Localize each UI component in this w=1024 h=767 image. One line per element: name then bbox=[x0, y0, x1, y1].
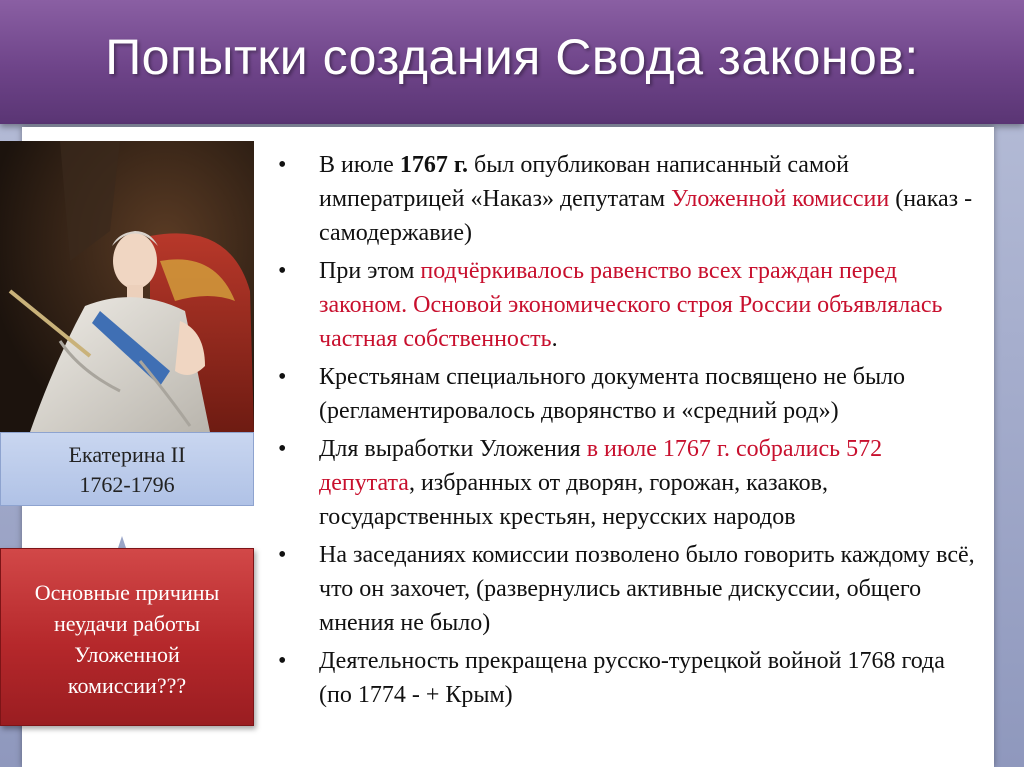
slide-title: Попытки создания Свода законов: bbox=[105, 29, 919, 85]
bullet-dot-icon: • bbox=[278, 364, 287, 390]
bullet-text-part: Уложенной комиссии bbox=[671, 186, 890, 212]
bullet-item bbox=[278, 360, 978, 428]
bullet-text-part: был опубликован написанный самой императрицей «Наказ» депутатам bbox=[319, 152, 849, 212]
bullet-item bbox=[278, 644, 978, 712]
caption-years: 1762-1796 bbox=[79, 472, 175, 497]
title-bar bbox=[0, 0, 1024, 124]
bullet-text-part: Крестьянам специального документа посвящено не было (регламентировалось дворянство и «средний род») bbox=[319, 364, 906, 424]
bullet-text-part: 1767 г. bbox=[399, 152, 469, 178]
bullet-dot-icon: • bbox=[278, 436, 287, 462]
bullet-text-part: Для выработки Уложения bbox=[319, 436, 587, 462]
bullet-text-part: . bbox=[551, 326, 558, 352]
bullet-text-part: В июле bbox=[319, 152, 400, 178]
bullet-dot-icon: • bbox=[278, 152, 287, 178]
catherine-portrait-illustration bbox=[0, 141, 254, 432]
question-line: Уложенной bbox=[74, 642, 180, 667]
bullet-dot-icon: • bbox=[278, 648, 287, 674]
bullet-text-part: При этом bbox=[319, 258, 421, 284]
bullet-text-part: в июле 1767 г. собрались 572 депутата bbox=[319, 436, 883, 496]
bullet-item bbox=[278, 254, 978, 356]
portrait-caption bbox=[0, 432, 254, 506]
portrait-image bbox=[0, 141, 254, 432]
bullet-text-part: (наказ - самодержавие) bbox=[319, 186, 973, 246]
question-line: Основные причины bbox=[34, 580, 220, 605]
bullet-dot-icon: • bbox=[278, 258, 287, 284]
bullet-item bbox=[278, 538, 978, 640]
question-line: неудачи работы bbox=[53, 611, 201, 636]
question-line: комиссии??? bbox=[67, 673, 187, 698]
bullet-text-part: , избранных от дворян, горожан, казаков, государственных крестьян, нерусских народов bbox=[319, 470, 828, 530]
caption-name: Екатерина II bbox=[68, 442, 186, 467]
bullet-item bbox=[278, 432, 978, 534]
bullet-text-part: На заседаниях комиссии позволено было говорить каждому всё, что он захочет, (развернулись активные дискуссии, общего мнения не было) bbox=[319, 542, 975, 636]
bullet-dot-icon: • bbox=[278, 542, 287, 568]
connector-arrow bbox=[118, 536, 126, 548]
question-box[interactable] bbox=[0, 548, 254, 726]
bullet-item bbox=[278, 148, 978, 250]
bullet-text-part: подчёркивалось равенство всех граждан перед законом. Основой экономического строя России объявлялась частная собственность bbox=[319, 258, 943, 352]
bullet-list bbox=[278, 148, 978, 716]
bullet-text-part: Деятельность прекращена русско-турецкой войной 1768 года (по 1774 - + Крым) bbox=[319, 648, 945, 708]
